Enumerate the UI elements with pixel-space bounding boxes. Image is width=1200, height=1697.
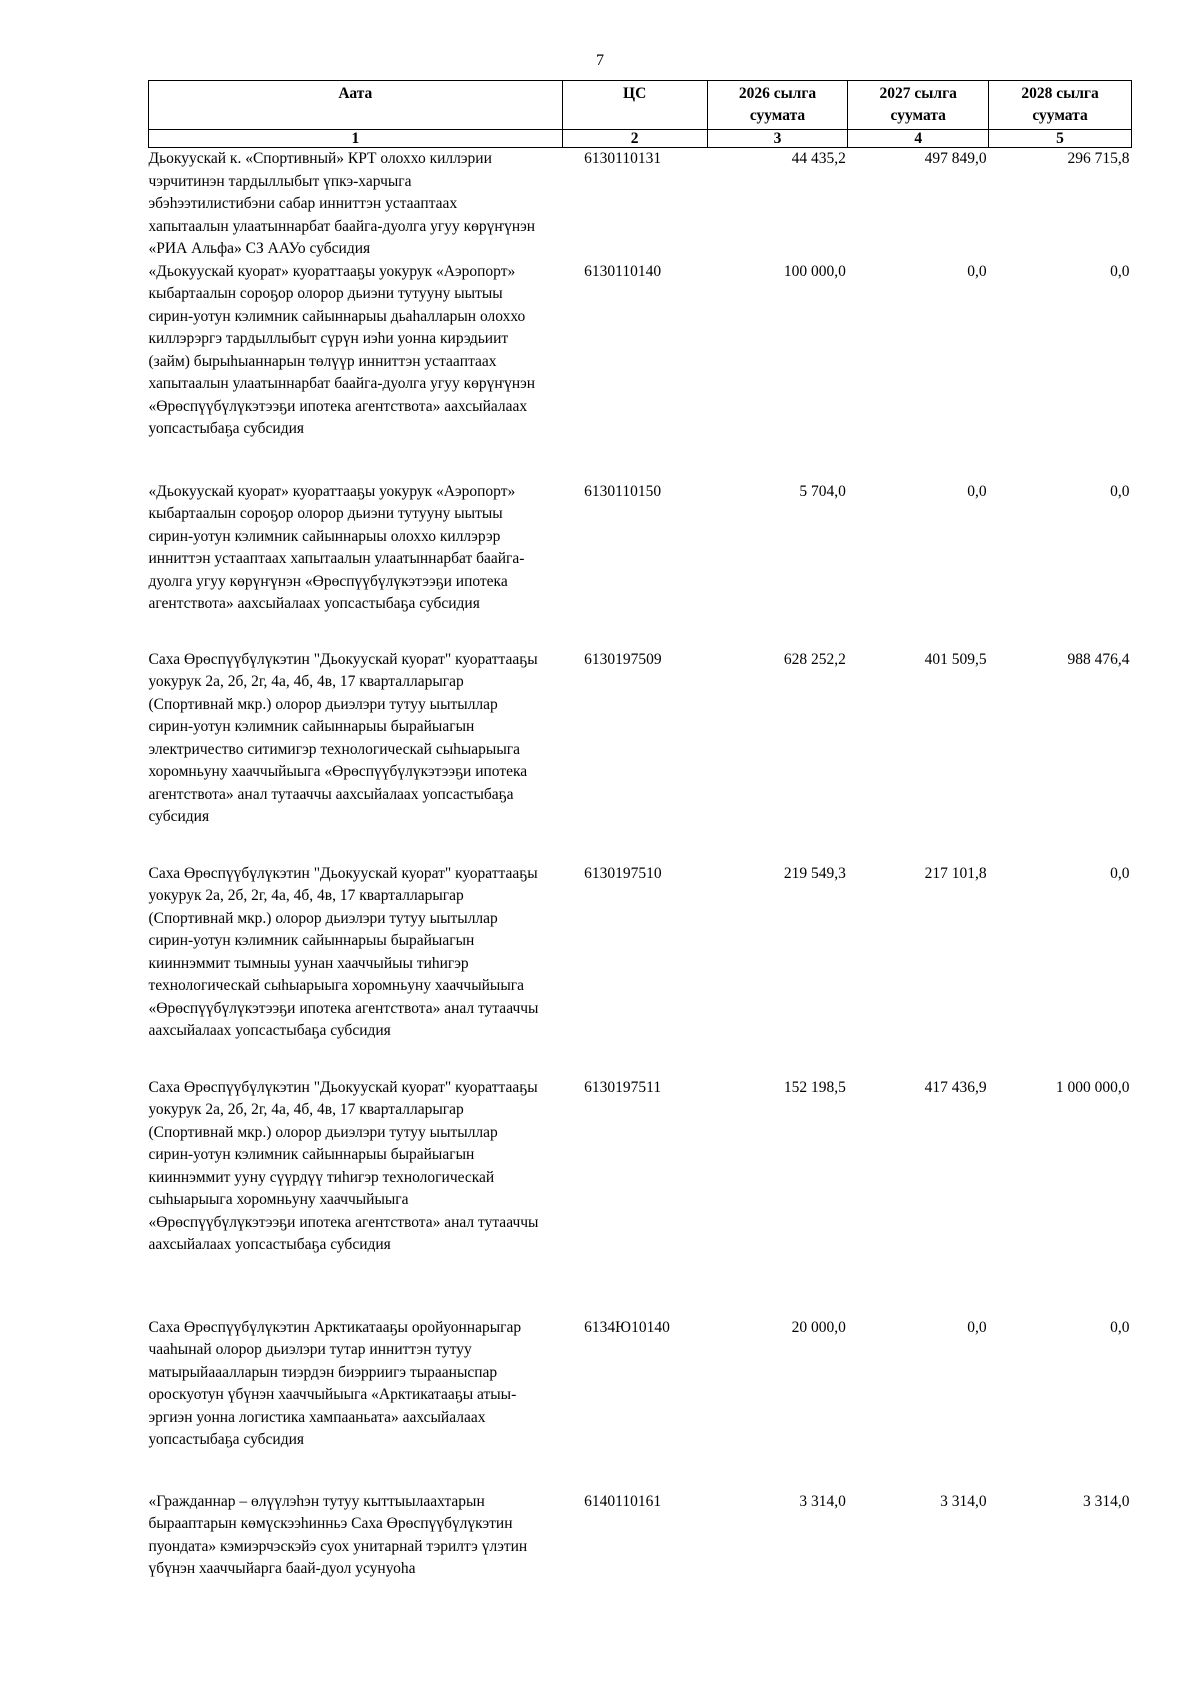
- budget-table: [148, 80, 1132, 1591]
- column-header-2026: 2026 сылга суумата: [707, 81, 848, 130]
- row-value-2028: 0,0: [1110, 1318, 1130, 1336]
- row-name: Дьокуускай к. «Спортивный» КРТ олоххо киллэрии чэрчитинэн тардыллыбыт үпкэ-харчыга эбэһээтилистибэни сабар инниттэн устаaптаах хапытаалын улаатыннарбат баайга-дуолга угуу көрүҥүнэн «РИА Альфа» СЗ ААУо субсидия: [148, 150, 536, 257]
- row-value-2028: 0,0: [1110, 482, 1130, 500]
- row-value-2028: 0,0: [1110, 262, 1130, 280]
- row-name: «Дьокуускай куорат» куораттааҕы уокурук «Аэропорт» кыбартаалын сороҕор олорор дьиэни тутууну ыытыы сирин-уотун кэлимник сайыннарыы олоххо киллэрэр инниттэн устаaптаах хапытаалын улаатыннарбат баайга-дуолга угуу көрүҥүнэн «Өрөспүүбүлүкэтээҕи ипотека агентствота» аахсыйалаах уопсастыбаҕа субсидия: [148, 482, 525, 612]
- row-name: Саха Өрөспүүбүлүкэтин Арктикатааҕы оройуоннарыгар чааһынай олорор дьиэлэри тутар инниттэн тутуу матырыйааалларын тиэрдэн биэрриигэ тырааныспар ороскуотун үбүнэн хааччыйыыга «Арктикатааҕы атыы-эргиэн уонна логистика хампааньата» аахсыйалаах уопсастыбаҕа субсидия: [148, 1318, 522, 1448]
- row-value-2027: 0,0: [967, 482, 987, 500]
- table-row: [149, 148, 1132, 261]
- page-number: 7: [596, 52, 604, 69]
- row-name: Саха Өрөспүүбүлүкэтин "Дьокуускай куорат" куораттааҕы уокурук 2а, 2б, 2г, 4а, 4б, 4в, 17 кварталларыгар (Спортивнай мкр.) олорор дьиэлэри тутуу ыытыллар сирин-уотун кэлимник сайыннарыы бырайыагын кииннэммит тымныы уунан хааччыйыы тиһигэр технологическай сыһыарыыга хоромньуну хааччыйыыга «Өрөспүүбүлүкэтээҕи ипотека агентствота» анал тутааччы аахсыйалаах уопсастыбаҕа субсидия: [148, 864, 539, 1039]
- row-name: Саха Өрөспүүбүлүкэтин "Дьокуускай куорат" куораттааҕы уокурук 2а, 2б, 2г, 4а, 4б, 4в, 17 кварталларыгар (Спортивнай мкр.) олорор дьиэлэри тутуу ыытыллар сирин-уотун кэлимник сайыннарыы бырайыагын электричество ситимигэр технологическай сыһыарыыга хоромньуну хааччыйыыга «Өрөспүүбүлүкэтээҕи ипотека агентствота» анал тутааччы аахсыйалаах уопсастыбаҕа субсидия: [148, 650, 538, 825]
- column-header-name: Аата: [149, 81, 563, 130]
- table-row: [149, 1317, 1132, 1491]
- row-code: 6130197511: [584, 1078, 662, 1096]
- row-value-2026: 5 704,0: [799, 482, 846, 500]
- row-value-2026: 3 314,0: [799, 1492, 846, 1510]
- row-value-2027: 0,0: [967, 262, 987, 280]
- row-value-2027: 3 314,0: [940, 1492, 987, 1510]
- row-value-2026: 219 549,3: [783, 864, 846, 882]
- table-row: [149, 1491, 1132, 1591]
- table-row: [149, 863, 1132, 1077]
- table-row: [149, 261, 1132, 481]
- row-value-2027: 401 509,5: [924, 650, 987, 668]
- row-code: 6140110161: [584, 1492, 662, 1510]
- row-name: Саха Өрөспүүбүлүкэтин "Дьокуускай куорат" куораттааҕы уокурук 2а, 2б, 2г, 4а, 4б, 4в, 17 кварталларыгар (Спортивнай мкр.) олорор дьиэлэри тутуу ыытыллар сирин-уотун кэлимник сайыннарыы бырайыагын кииннэммит ууну сүүрдүү тиһигэр технологическай сыһыарыыга хоромньуну хааччыйыыга «Өрөспүүбүлүкэтээҕи ипотека агентствота» анал тутааччы аахсыйалаах уопсастыбаҕа субсидия: [148, 1078, 539, 1253]
- table-header-row: [149, 81, 1132, 130]
- column-header-2027: 2027 сылга суумата: [848, 81, 989, 130]
- table-row: [149, 1077, 1132, 1317]
- table-row: [149, 481, 1132, 649]
- column-number: 4: [848, 130, 989, 148]
- row-value-2027: 417 436,9: [924, 1078, 987, 1096]
- column-header-code: ЦС: [562, 81, 707, 130]
- row-code: 6130110150: [584, 482, 662, 500]
- row-code: 6134Ю10140: [584, 1318, 670, 1336]
- row-value-2026: 20 000,0: [791, 1318, 846, 1336]
- row-value-2028: 296 715,8: [1067, 150, 1130, 167]
- row-name: «Гражданнар – өлүүлэһэн тутуу кыттыылаахтарын бырааптарын көмүскээһинньэ Саха Өрөспүүбүлүкэтин пуондата» кэмиэрчэскэйэ суох унитарнай тэрилтэ үлэтин үбүнэн хааччыйарга баай-дуол усунуоһа: [148, 1492, 528, 1577]
- row-value-2028: 0,0: [1110, 864, 1130, 882]
- row-value-2028: 1 000 000,0: [1055, 1078, 1130, 1096]
- column-number: 5: [989, 130, 1132, 148]
- row-code: 6130110140: [584, 262, 662, 280]
- column-number: 1: [149, 130, 563, 148]
- row-code: 6130197510: [584, 864, 662, 882]
- row-name: «Дьокуускай куорат» куораттааҕы уокурук «Аэропорт» кыбартаалын сороҕор олорор дьиэни тутууну ыытыы сирин-уотун кэлимник сайыннарыы дьаһалларын олоххо киллэрэргэ тардыллыбыт сүрүн иэһи уонна кирэдьиит (займ) бырыһыаннарын төлүүр инниттэн устаaптаах хапытаалын улаатыннарбат баайга-дуолга угуу көрүҥүнэн «Өрөспүүбүлүкэтээҕи ипотека агентствота» аахсыйалаах уопсастыбаҕа субсидия: [148, 262, 536, 437]
- column-number-row: [149, 130, 1132, 148]
- row-value-2026: 152 198,5: [783, 1078, 846, 1096]
- row-value-2027: 217 101,8: [924, 864, 987, 882]
- row-value-2027: 497 849,0: [924, 150, 987, 167]
- column-number: 3: [707, 130, 848, 148]
- table-row: [149, 649, 1132, 863]
- row-value-2027: 0,0: [967, 1318, 987, 1336]
- row-code: 6130110131: [584, 150, 662, 167]
- column-header-2028: 2028 сылга суумата: [989, 81, 1132, 130]
- row-value-2026: 628 252,2: [783, 650, 846, 668]
- row-code: 6130197509: [584, 650, 662, 668]
- row-value-2026: 100 000,0: [783, 262, 846, 280]
- column-number: 2: [562, 130, 707, 148]
- row-value-2028: 988 476,4: [1067, 650, 1130, 668]
- row-value-2026: 44 435,2: [791, 150, 846, 167]
- row-value-2028: 3 314,0: [1083, 1492, 1130, 1510]
